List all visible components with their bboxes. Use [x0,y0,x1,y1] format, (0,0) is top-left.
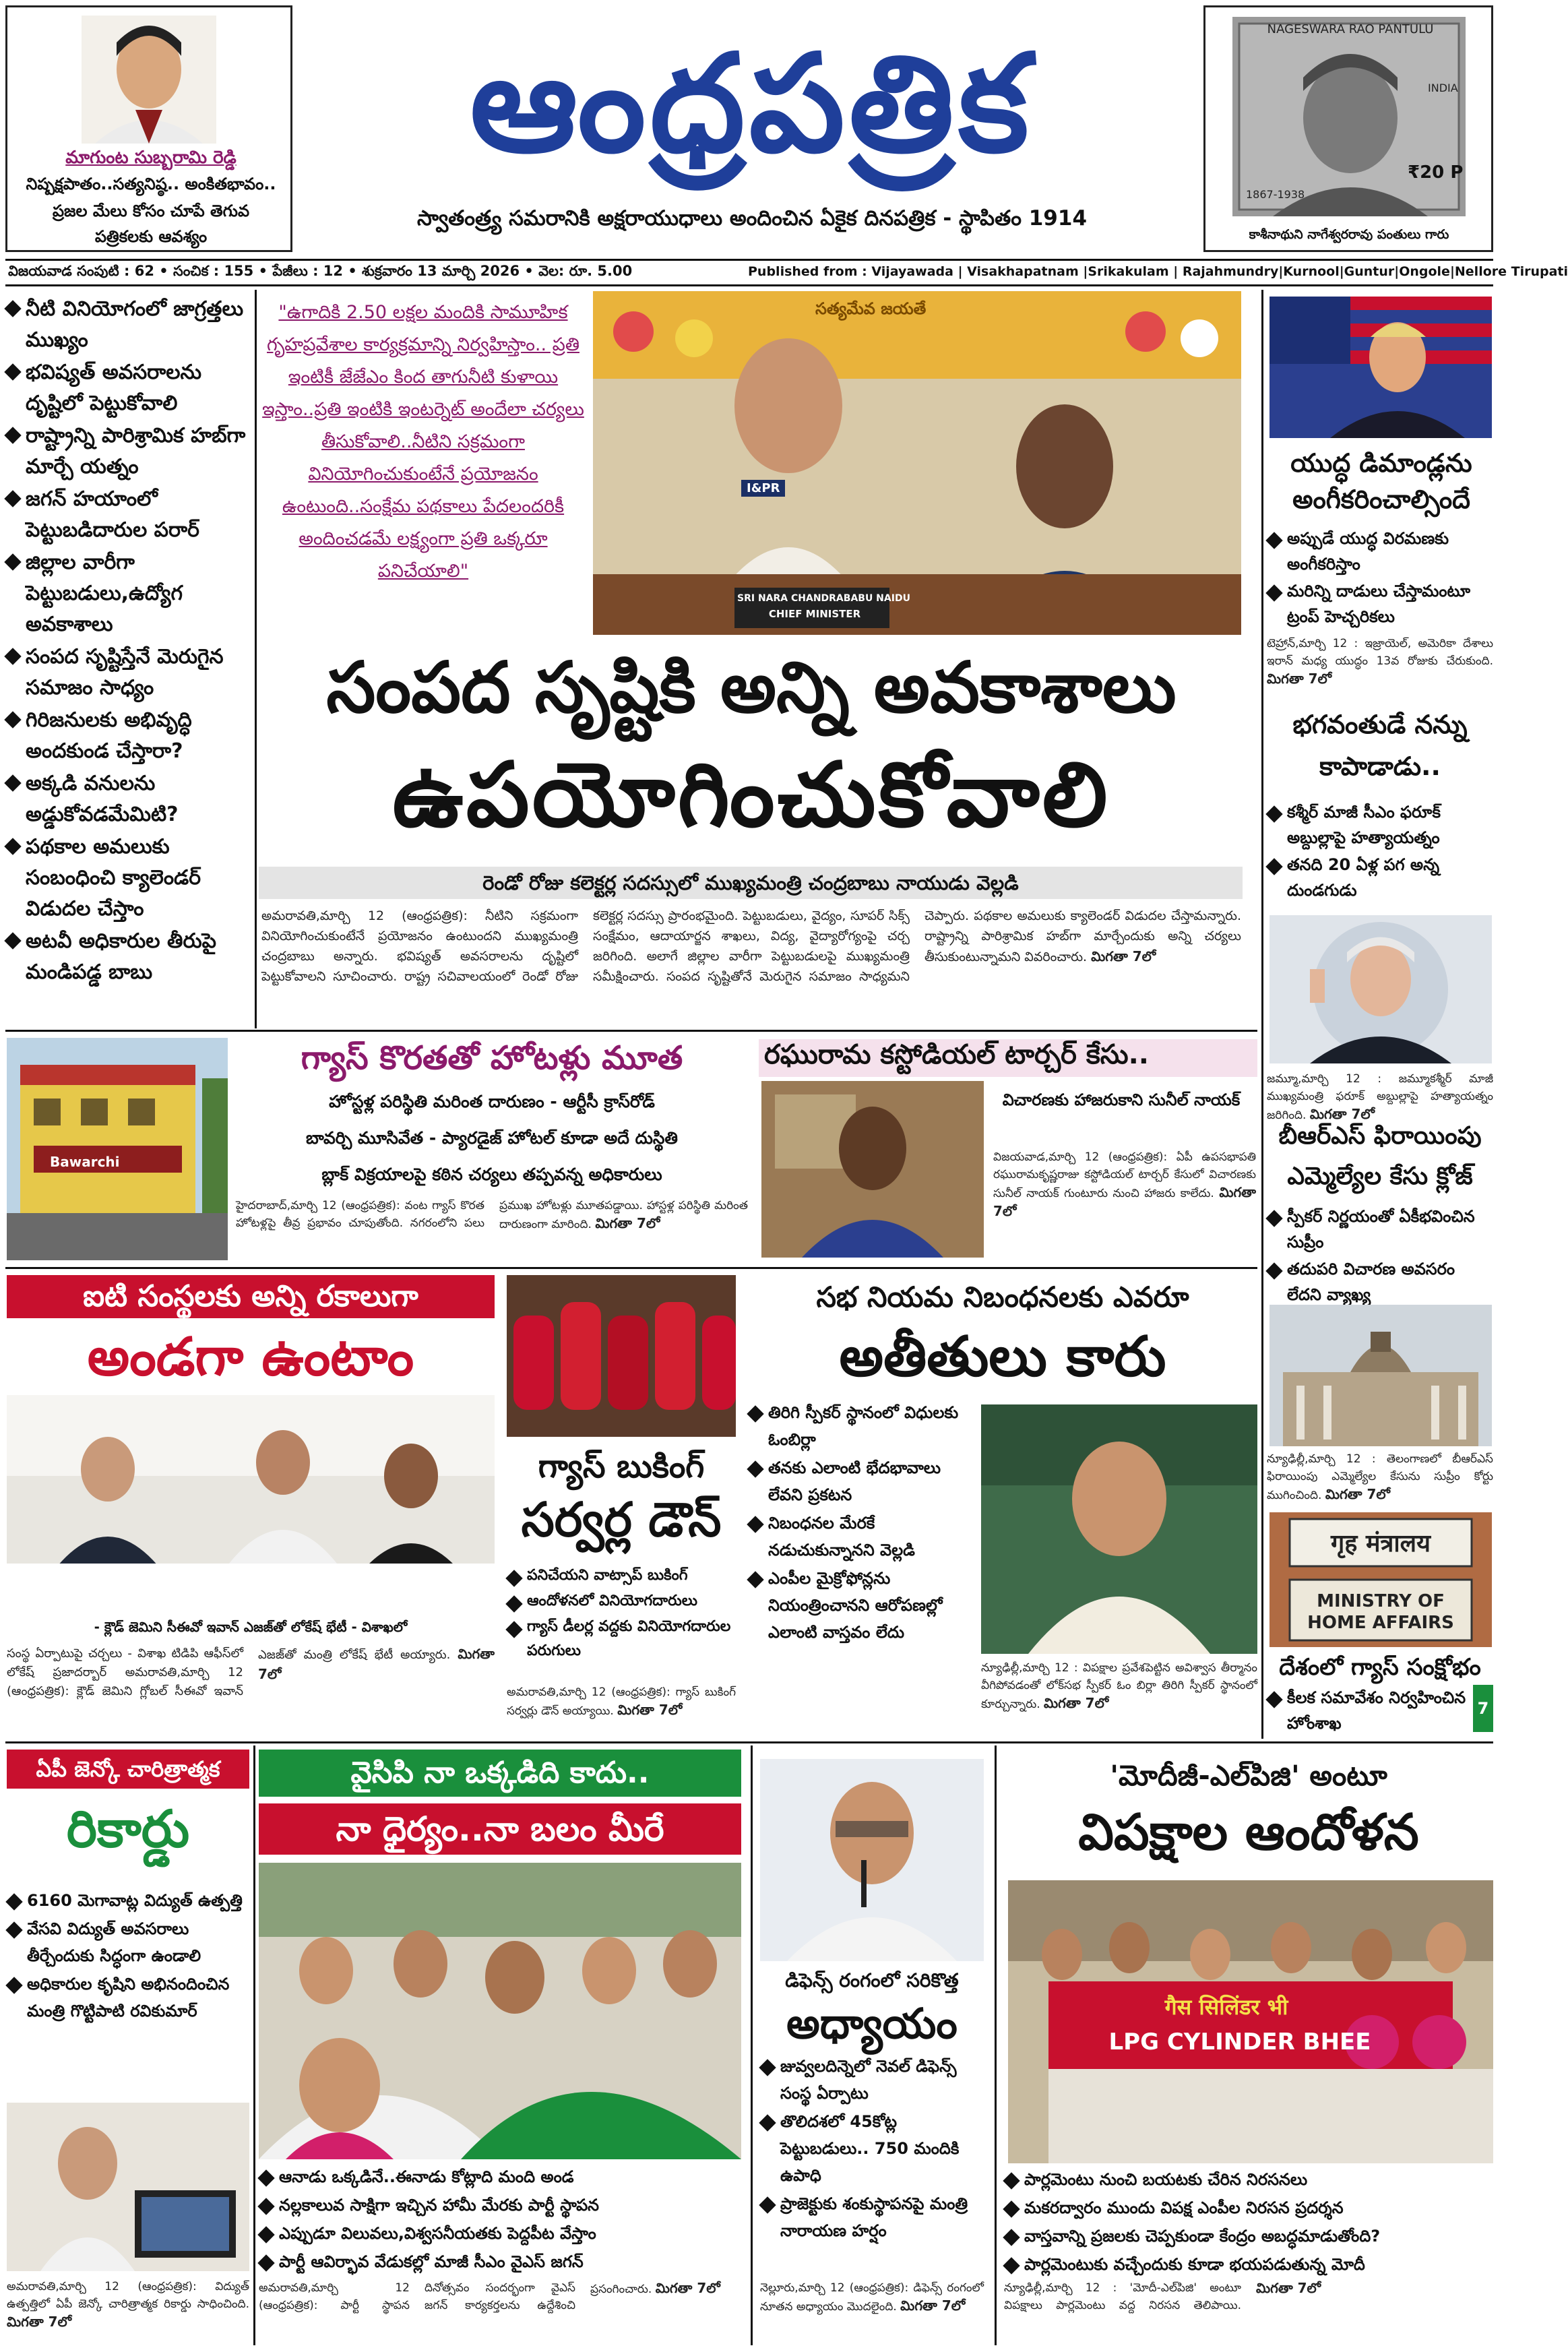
lead-nameplate2: CHIEF MINISTER [768,608,861,620]
gas-hotel-body-text: హైదరాబాద్,మార్చి 12 (ఆంధ్రపత్రిక): వంట గ్యాస్ కొరత హోటళ్లపై తీవ్ర ప్రభావం చూపుతోంది. నగరంలోని పలు ప్రముఖ హోటళ్లు మూతపడ్డాయి. హాస్టళ్ల పరిస్థితి మరింత దారుణంగా మారింది. [236,1199,748,1231]
gas-booking-headline-1: గ్యాస్ బుకింగ్ [538,1448,705,1485]
lead-headline-1: సంపద సృష్టికి అన్ని అవకాశాలు [326,646,1177,729]
genco-body-text: అమరావతి,మార్చి 12 (ఆంధ్రపత్రిక): విద్యుత్ ఉత్పత్తిలో ఏపీ జెన్కో చారిత్రాత్మక రికార్డు సాధించింది. [7,2280,249,2311]
lpg-bullet: పార్లమెంటు నుంచి బయటకు చేరిన నిరసనలు [1004,2166,1493,2193]
genco-bullet: 6160 మెగావాట్ల విద్యుత్ ఉత్పత్తి [7,1887,249,1914]
right-ear-box [1203,5,1493,252]
defence-more: మిగతా 7లో [900,2297,966,2314]
ysrcp-bullet: ఎప్పుడూ విలువలు,విశ్వసనీయతకు పెద్దపీట వేస్తాం [259,2220,741,2247]
brs-bullet: స్పీకర్ నిర్ణయంతో ఏకీభవించిన సుప్రీం [1267,1204,1493,1255]
brs-more: మిగతా 7లో [1325,1486,1390,1502]
gas-booking-body [507,1683,736,1735]
rule-mid-3 [5,1741,1493,1743]
lead-mic-tag: I&PR [741,480,785,497]
speaker-bullet: నిబంధనల మేరకే నడుచుకున్నానని వెల్లడి [748,1510,977,1564]
dateline-rule-top [5,259,1493,261]
page-tab: 7 [1473,1685,1493,1732]
lead-quote: "ఉగాదికి 2.50 లక్షల మందికి సామూహిక గృహప్రవేశాల కార్యక్రమాన్ని నిర్వహిస్తాం.. ప్రతి ఇంటికీ జేజేఎం కింద తాగునీటి కుళాయి ఇస్తాం..ప్రతి ఇంటికి ఇంటర్నెట్ అందేలా చర్యలు తీసుకోవాలి..నీటిని సక్రమంగా వినియోగించుకుంటేనే ప్రయోజనం ఉంటుంది..సంక్షేమ పథకాలు పేదలందరికీ అందించడమే లక్ష్యంగా ప్రతి ఒక్కరూ పనిచేయాలి" [262,302,584,582]
lead-nameplate1: SRI NARA CHANDRABABU NAIDU [737,593,910,604]
trump-bullets [1267,526,1493,631]
col-rule-bottom-3 [995,1745,997,2345]
ysrcp-bullet: పార్టీ ఆవిర్భావ వేడుకల్లో మాజీ సీఎం వైఎస్ జగన్ [259,2248,741,2275]
defence-bullets [760,2053,984,2246]
left-ear-line2: ప్రజల మేలు కోసం చూపే తెగువ [52,202,250,220]
genco-kicker: ఏపీ జెన్కో చారిత్రాత్మక [7,1750,249,1789]
ysrcp-kicker: వైసిపి నా ఒక్కడిది కాదు.. [259,1750,741,1797]
ysrcp-bullet: ఆనాడు ఒక్కడినే..ఈనాడు కోట్లాది మంది అండ [259,2163,741,2190]
raghurama-more: మిగతా 7లో [993,1184,1256,1219]
speaker-bullet: ఎంపీల మైక్రోఫోన్లను నియంత్రించానని ఆరోపణల్లో ఎలాంటి వాస్తవం లేదు [748,1565,977,1646]
defence-body [760,2279,984,2345]
lead-more: మిగతా 7లో [1091,948,1156,964]
raghurama-sub: విచారణకు హాజరుకాని సునీల్ నాయక్ [1002,1090,1241,1109]
lpg-headline: విపక్షాల ఆందోళన [1078,1803,1419,1861]
lpg-bullet: వాస్తవాన్ని ప్రజలకు చెప్పకుండా కేంద్రం అబద్ధమాడుతోంది? [1004,2223,1493,2250]
gas-booking-headline-2: సర్వర్ల డౌన్ [521,1492,722,1547]
raghurama-photo [761,1081,984,1258]
speaker-body-text: న్యూఢిల్లీ,మార్చి 12 : విపక్షాల ప్రవేశపెట్టిన అవిశ్వాస తీర్మానం వీగిపోవడంతో లోక్‌సభ స్పీకర్ ఓం బిర్లా తిరిగి స్పీకర్ స్థానంలో కూర్చున్నారు. [981,1661,1257,1711]
genco-bullet: వేసవి విద్యుత్ అవసరాలు తీర్చేందుకు సిద్ధంగా ఉండాలి [7,1915,249,1969]
lead-body [261,906,1241,1024]
col-rule-bottom-1 [253,1745,255,2345]
speaker-headline-2: అతీతులు కారు [839,1325,1166,1389]
ysrcp-headline: నా ధైర్యం..నా బలం మీరే [259,1803,741,1855]
farooq-more: మిగతా 7లో [1309,1106,1375,1122]
farooq-body [1267,1070,1493,1122]
right-ear-caption: కాశీనాథుని నాగేశ్వరరావు పంతులు గారు [1249,227,1449,242]
genco-bullet: అధికారుల కృషిని అభినందించిన మంత్రి గొట్టిపాటి రవికుమార్ [7,1971,249,2024]
lead-body-text: అమరావతి,మార్చి 12 (ఆంధ్రపత్రిక): నీటిని సక్రమంగా వినియోగించుకుంటేనే ప్రయోజనం ఉంటుందని ముఖ్యమంత్రి చంద్రబాబు అన్నారు. భవిష్యత్ అవసరాలను దృష్టిలో పెట్టుకోవాలని సూచించారు. రాష్ట్ర సచివాలయంలో రెండో రోజు కలెక్టర్ల సదస్సు ప్రారంభమైంది. పెట్టుబడులు, వైద్యం, సూపర్ సిక్స్ సంక్షేమం, ఆదాయార్జన శాఖలు, విద్య, వైద్యారోగ్యంపై చర్చ జరిగింది. అలాగే జిల్లాల వారీగా పెట్టుబడులపై ముఖ్యమంత్రి సమీక్షించారు. సంపద సృష్టితోనే మెరుగైన సమాజం సాధ్యమని చెప్పారు. పథకాల అమలుకు క్యాలెండర్ విడుదల చేస్తామన్నారు. రాష్ట్రాన్ని పారిశ్రామిక హబ్‌గా మార్చేందుకు అన్ని చర్యలు తీసుకుంటున్నామని వివరించారు. [261,908,1241,984]
it-body-text: సంస్థ ఏర్పాటుపై చర్చలు - విశాఖ టిడిపి ఆఫీస్‌లో లోకేష్ ప్రజాదర్బార్ అమరావతి,మార్చి 12 (ఆంధ్రపత్రిక): క్లౌడ్ జెమిని గ్లోబల్ సీఈవో ఇవాన్ ఎజజ్‌తో మంత్రి లోకేష్ భేటీ అయ్యారు. [7,1646,451,1698]
lpg-bullet: పార్లమెంటుకు వచ్చేందుకు కూడా భయపడుతున్న మోదీ [1004,2251,1493,2278]
farooq-body-text: జమ్మూ,మార్చి 12 : జమ్మూకశ్మీర్ మాజీ ముఖ్యమంత్రి ఫరూక్ అబ్దుల్లాపై హత్యాయత్నం జరిగింది. [1267,1072,1493,1122]
masthead-tagline: స్వాతంత్ర్య సమరానికి అక్షరాయుధాలు అందించిన ఏకైక దినపత్రిక - స్థాపితం 1914 [416,206,1088,230]
genco-more: మిగతా 7లో [7,2314,72,2330]
it-body [7,1644,495,1735]
supreme-court-photo [1269,1305,1492,1446]
ysrcp-body-text: అమరావతి,మార్చి 12 (ఆంధ్రపత్రిక): పార్టీ స్థాపన దినోత్సవం సందర్భంగా వైఎస్ జగన్ కార్యకర్తలను ఉద్దేశించి ప్రసంగించారు. [259,2281,652,2312]
gas-hotel-sub2: బావర్చి మూసివేత - ప్యారడైజ్ హోటల్ కూడా అదే దుస్థితి [306,1128,678,1148]
lead-side-bullets [5,294,255,989]
it-headline: అండగా ఉంటాం [87,1327,414,1388]
gas-hotel-photo [7,1038,228,1260]
speaker-bullet: తనకు ఎలాంటి భేదభావాలు లేవని ప్రకటన [748,1454,977,1508]
it-kicker: ఐటి సంస్థలకు అన్ని రకాలుగా [7,1275,495,1318]
side-bullet: పథకాల అమలుకు సంబంధించి క్యాలెండర్ విడుదల చేస్తాం [5,832,255,925]
trump-body [1267,635,1493,695]
left-ear-line1: నిష్పక్షపాతం..సత్యనిష్ఠ.. అంకితభావం.. [26,175,276,193]
lpg-banner-hindi: गैस सिलिंडर भी [1164,1994,1288,2020]
it-photo [7,1395,495,1617]
genco-body [7,2278,249,2345]
gas-booking-more: మిగతా 7లో [617,1702,683,1718]
lead-headline-2: ఉపయోగించుకోవాలి [392,743,1110,847]
brs-bullets [1267,1204,1493,1309]
lpg-body-text: న్యూఢిల్లీ,మార్చి 12 : 'మోదీ-ఎల్‌పిజి' అంటూ విపక్షాలు పార్లమెంటు వద్ద నిరసన తెలిపాయి. [1004,2281,1241,2312]
brs-body-text: న్యూఢిల్లీ,మార్చి 12 : తెలంగాణలో బీఆర్ఎస్ ఫిరాయింపు ఎమ్మెల్యేల కేసును సుప్రీం కోర్టు ముగించింది. [1267,1452,1493,1502]
home-affairs-bullets [1267,1685,1469,1737]
it-more: మిగతా 7లో [258,1646,495,1682]
rule-mid-1 [5,1030,1257,1032]
col-rule-bottom-2 [751,1745,753,2345]
defence-bullet: తొలిదశలో 45కోట్ల పెట్టుబడులు.. 750 మందికి ఉపాధి [760,2108,984,2189]
trump-body-text: టెహ్రాన్,మార్చి 12 : ఇజ్రాయెల్, అమెరికా దేశాలు ఇరాన్ మధ్య యుద్ధం 13వ రోజుకు చేరుకుంది. [1267,637,1493,668]
speaker-headline-1: సభ నియమ నిబంధనలకు ఎవరూ [816,1280,1189,1313]
defence-bullet: ప్రాజెక్టుకు శంకుస్థాపనపై మంత్రి నారాయణ హర్షం [760,2190,984,2244]
farooq-photo [1269,915,1492,1063]
defence-photo [760,1759,984,1961]
side-bullet: గిరిజనులకు అభివృద్ధి అందకుండ చేస్తారా? [5,705,255,767]
lpg-bullet: మకరద్వారం ముందు విపక్ష ఎంపీల నిరసన ప్రదర్శన [1004,2194,1493,2221]
side-bullet: జగన్ హయాంలో పెట్టుబడిదారుల పరార్ [5,484,255,546]
speaker-more: మిగతా 7లో [1044,1695,1109,1711]
lpg-photo [1008,1880,1493,2163]
lead-photo [593,291,1241,635]
side-bullet: అక్కడి వనులను అడ్డుకోవడమేమిటి? [5,768,255,830]
farooq-bullets [1267,799,1493,904]
gas-hotel-body [236,1197,748,1260]
it-caption: - క్లౌడ్ జెమిని సీఈవో ఇవాన్ ఎజజ్‌తో లోకేష్ భేటీ - విశాఖలో [94,1619,408,1635]
ysrcp-body [259,2279,741,2345]
gas-hotel-sub1: హోస్టళ్ల పరిస్థితి మరింత దారుణం - ఆర్టీసీ క్రాస్‌రోడ్ [329,1092,655,1111]
trump-more: మిగతా 7లో [1267,671,1332,687]
masthead-logo: ఆంధ్రపత్రిక [470,24,1033,183]
dateline-rule-bottom [5,284,1493,286]
col-rule-right [1261,290,1263,1739]
home-affairs-sign-en: MINISTRY OF HOME AFFAIRS [1307,1591,1454,1633]
gas-hotel-headline: గ్యాస్ కొరతతో హోటళ్లు మూత [301,1039,683,1077]
side-bullet: జిల్లాల వారీగా పెట్టుబడులు,ఉద్యోగ అవకాశాలు [5,547,255,640]
lpg-kicker: 'మోదీజీ-ఎల్‌పిజి' అంటూ [1110,1759,1387,1792]
speaker-photo [981,1404,1257,1654]
dateline-left: విజయవాడ సంపుటి : 62 • సంచిక : 155 • పేజీలు : 12 • శుక్రవారం 13 మార్చి 2026 • వెల: రూ. 5.00 [8,263,633,279]
stamp-year: 1867-1938 [1246,188,1305,201]
trump-bullet: అప్పుడే యుద్ధ విరమణకు అంగీకరిస్తాం [1267,526,1493,577]
brs-headline: బీఆర్ఎస్ ఫిరాయింపు ఎమ్మెల్యేల కేసు క్లోజ్ [1278,1122,1482,1190]
side-bullet: నీటి వినియోగంలో జాగ్రత్తలు ముఖ్యం [5,294,255,356]
dateline-right: Published from : Vijayawada | Visakhapatnam |Srikakulam | Rajahmundry|Kurnool|Guntur|Ongole|Nellore Tirupati [748,264,1568,279]
lead-subhead: రెండో రోజు కలెక్టర్ల సదస్సులో ముఖ్యమంత్రి చంద్రబాబు నాయుడు వెల్లడి [259,867,1243,899]
side-bullet: భవిష్యత్ అవసరాలను దృష్టిలో పెట్టుకోవాలి [5,357,255,419]
side-bullet: రాష్ట్రాన్ని పారిశ్రామిక హబ్‌గా మార్చే యత్నం [5,421,255,483]
gas-cylinders-photo [507,1275,736,1437]
genco-headline: రికార్డు [66,1799,190,1859]
gas-hotel-sign: Bawarchi [50,1154,120,1170]
genco-photo [7,2103,249,2271]
left-ear-portrait [82,16,216,144]
lpg-body [1004,2279,1493,2345]
ysrcp-bullet: నల్లకాలువ సాక్షిగా ఇచ్చిన హామీ మేరకు పార్టీ స్థాపన [259,2192,741,2219]
lpg-banner: LPG CYLINDER BHEE [1108,2029,1371,2055]
speaker-body [981,1659,1257,1735]
gas-booking-bullets [507,1564,736,1665]
genco-bullets [7,1887,249,2026]
gas-booking-bullet: ఆందోళనలో వినియోగదారులు [507,1589,736,1613]
left-ear-name: మాగుంట సుబ్బరామి రెడ్డి [65,148,237,168]
farooq-bullet: కశ్మీర్ మాజీ సీఎం ఫరూక్ అబ్దుల్లాపై హత్యాయత్నం [1267,799,1493,851]
defence-body-text: నెల్లూరు,మార్చి 12 (ఆంధ్రపత్రిక): డిఫెన్స్ రంగంలో నూతన అధ్యాయం మొదలైంది. [760,2281,984,2314]
defence-headline: అధ్యాయం [786,1999,958,2048]
farooq-headline: భగవంతుడే నన్ను కాపాడాడు.. [1292,710,1468,781]
defence-kicker: డిఫెన్స్ రంగంలో సరికొత్త [785,1969,959,1991]
home-affairs-bullet: కీలక సమావేశం నిర్వహించిన హోంశాఖ [1267,1685,1469,1736]
ysrcp-photo [259,1863,741,2159]
gas-booking-bullet: పనిచేయని వాట్సాప్ బుకింగ్ [507,1564,736,1588]
raghurama-body [993,1148,1256,1258]
left-ear-box [5,5,292,252]
gas-hotel-sub3: బ్లాక్ విక్రయాలపై కఠిన చర్యలు తప్పవన్న అధికారులు [321,1165,662,1184]
home-affairs-headline: దేశంలో గ్యాస్ సంక్షోభం [1279,1654,1481,1681]
ysrcp-more: మిగతా 7లో [655,2280,720,2296]
left-ear-line3: పత్రికలకు ఆవశ్యం [94,227,208,246]
stamp-image [1232,17,1466,216]
lpg-more: మిగతా 7లో [1256,2280,1321,2296]
gas-booking-bullet: గ్యాస్ డీలర్ల వద్దకు వినియోగదారుల పరుగులు [507,1615,736,1663]
ysrcp-bullets [259,2163,741,2277]
farooq-bullet: తనది 20 ఏళ్ల పగ అన్న దుండగుడు [1267,852,1493,903]
brs-body [1267,1450,1493,1504]
trump-bullet: మరిన్ని దాడులు చేస్తామంటూ ట్రంప్ హెచ్చరికలు [1267,578,1493,629]
speaker-bullets [748,1399,977,1647]
gas-hotel-more: మిగతా 7లో [595,1215,660,1231]
side-bullet: సంపద సృష్టిస్తేనే మెరుగైన సమాజం సాధ్యం [5,642,255,704]
rule-mid-2 [5,1267,1257,1269]
stamp-value: ₹20 P [1408,162,1464,183]
brs-bullet: తదుపరి విచారణ అవసరం లేదని వ్యాఖ్య [1267,1256,1493,1307]
gas-booking-body-text: అమరావతి,మార్చి 12 (ఆంధ్రపత్రిక): గ్యాస్ బుకింగ్ సర్వర్లు డౌన్ అయ్యాయి. [507,1686,736,1718]
col-rule-left [255,290,257,1028]
home-affairs-sign-hindi: गृह मंत्रालय [1331,1530,1431,1557]
stamp-text: NAGESWARA RAO PANTULU [1267,22,1434,36]
lead-emblem-text: సత్యమేవ జయతే [815,299,927,318]
lpg-bullets [1004,2166,1493,2279]
raghurama-headline: రఘురామ కస్టోడియల్ టార్చర్ కేసు.. [759,1039,1257,1077]
side-bullet: అటవీ అధికారుల తీరుపై మండిపడ్డ బాబు [5,926,255,988]
defence-bullet: జువ్వలదిన్నెలో నెవల్ డిఫెన్స్ సంస్థ ఏర్పాటు [760,2053,984,2107]
trump-headline: యుద్ధ డిమాండ్లను అంగీకరించాల్సిందే [1290,448,1472,514]
stamp-country: INDIA [1428,82,1458,94]
raghurama-body-text: విజయవాడ,మార్చి 12 (ఆంధ్రపత్రిక): ఏపీ ఉపసభాపతి రఘురామకృష్ణరాజు కస్టోడియల్ టార్చర్ కేసులో విచారణకు సునీల్ నాయక్ గుంటూరు నుంచి హాజరు కాలేదు. [993,1150,1256,1200]
speaker-bullet: తిరిగి స్పీకర్ స్థానంలో విధులకు ఓంబిర్లా [748,1399,977,1453]
trump-photo [1269,297,1492,438]
